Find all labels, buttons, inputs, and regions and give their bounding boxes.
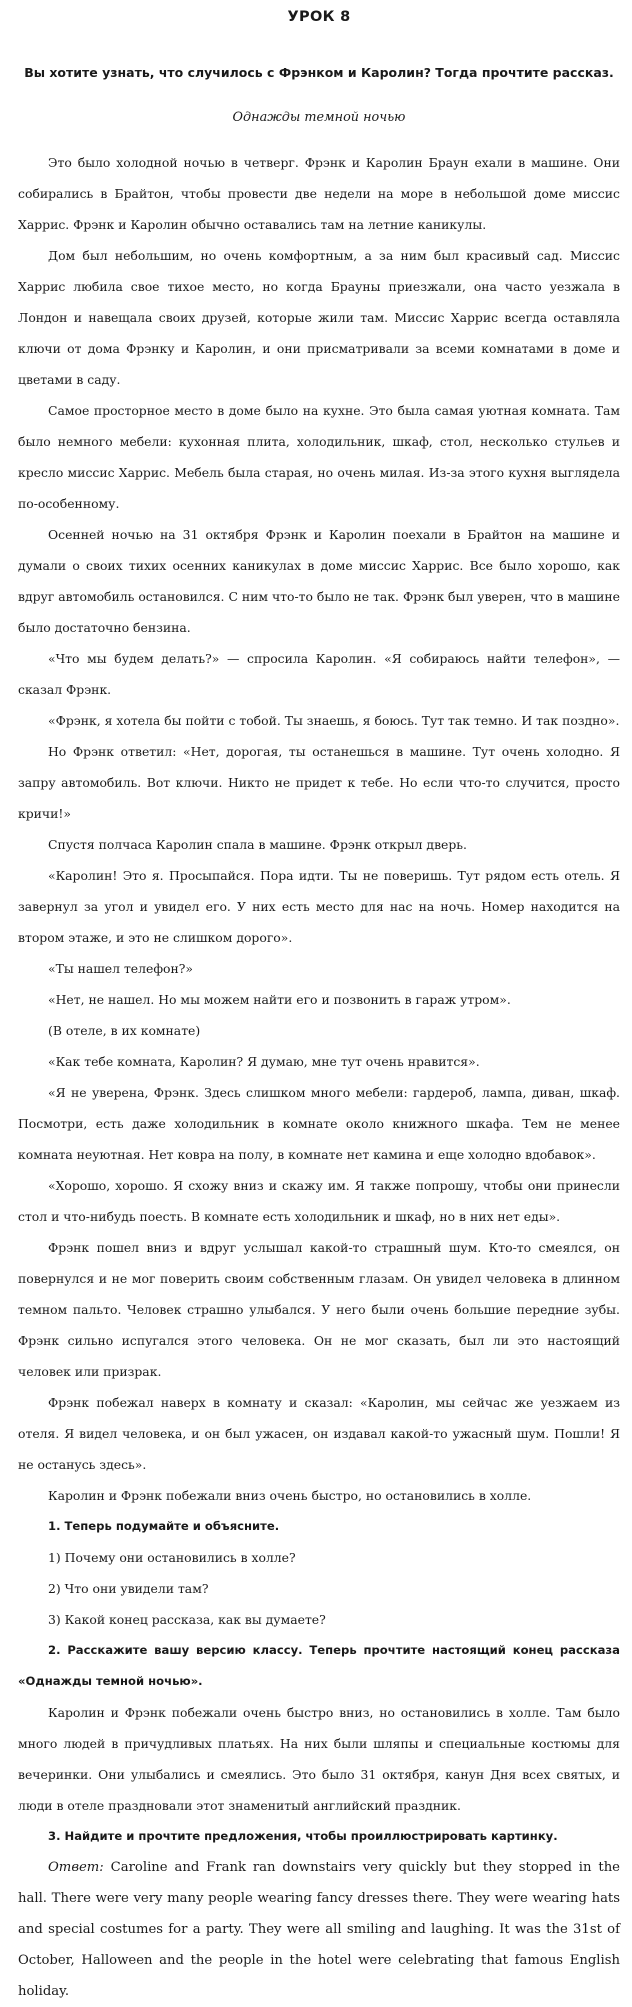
story-paragraph: Фрэнк пошел вниз и вдруг услышал какой-то страшный шум. Кто-то смеялся, он повернулся и не мог поверить своим собственным глазам. Он увидел человека в длинном темном пальто. Человек страшно улыбался. У него были очень большие передние зубы. Фрэнк сильно испугался этого человека. Он не мог сказать, был ли это настоящий человек или призрак. <box>18 1240 620 1379</box>
task-3-answer <box>18 1852 620 2007</box>
task-3 <box>18 1821 620 2007</box>
story-paragraph: Но Фрэнк ответил: «Нет, дорогая, ты останешься в машине. Тут очень холодно. Я запру автомобиль. Вот ключи. Никто не придет к тебе. Но если что-то случится, просто кричи!» <box>18 744 620 821</box>
story-paragraph: «Хорошо, хорошо. Я схожу вниз и скажу им. Я также попрошу, чтобы они принесли стол и что-нибудь поесть. В комнате есть холодильник и шкаф, но в них нет еды». <box>18 1178 620 1224</box>
story-paragraph: «Как тебе комната, Каролин? Я думаю, мне тут очень нравится». <box>48 1054 480 1069</box>
story-paragraph: «Ты нашел телефон?» <box>48 961 193 976</box>
story-title: Однажды темной ночью <box>232 110 406 125</box>
question-item: 1) Почему они остановились в холле? <box>48 1550 296 1565</box>
story-paragraph: «Фрэнк, я хотела бы пойти с тобой. Ты знаешь, я боюсь. Тут так темно. И так поздно». <box>48 713 620 728</box>
story-paragraph: Дом был небольшим, но очень комфортным, а за ним был красивый сад. Миссис Харрис любила свое тихое место, но когда Брауны приезжали, она часто уезжала в Лондон и навещала своих друзей, которые жили там. Миссис Харрис всегда оставляла ключи от дома Фрэнку и Каролин, и они присматривали за всеми комнатами в доме и цветами в саду. <box>18 248 620 387</box>
task-2 <box>18 1635 620 1821</box>
story-paragraph: «Нет, не нашел. Но мы можем найти его и позвонить в гараж утром». <box>48 992 511 1007</box>
story-paragraph: (В отеле, в их комнате) <box>48 1023 201 1038</box>
task-2-paragraph: Каролин и Фрэнк побежали очень быстро вниз, но остановились в холле. Там было много людей в причудливых платьях. На них были шляпы и специальные костюмы для вечеринки. Они улыбались и смеялись. Это было 31 октября, канун Дня всех святых, и люди в отеле праздновали этот знаменитый английский праздник. <box>18 1705 620 1813</box>
answer-text: Caroline and Frank ran downstairs very quickly but they stopped in the hall. There were very many people wearing fancy dresses there. They were wearing hats and special costumes for a party. They were all smiling and laughing. It was the 31st of October, Halloween and the people in the hotel were celebrating that famous English holiday. <box>18 1860 620 1999</box>
story-paragraph: Самое просторное место в доме было на кухне. Это была самая уютная комната. Там было немного мебели: кухонная плита, холодильник, шкаф, стол, несколько стульев и кресло миссис Харрис. Мебель была старая, но очень милая. Из-за этого кухня выглядела по-особенному. <box>18 403 620 511</box>
intro-text: Вы хотите узнать, что случилось с Фрэнком и Каролин? Тогда прочтите рассказ. <box>24 65 614 80</box>
question-item: 3) Какой конец рассказа, как вы думаете? <box>48 1612 326 1627</box>
task-1 <box>18 1511 620 1635</box>
story-paragraph: Фрэнк побежал наверх в комнату и сказал: «Каролин, мы сейчас же уезжаем из отеля. Я видел человека, и он был ужасен, он издавал какой-то ужасный шум. Пошли! Я не останусь здесь». <box>18 1395 620 1472</box>
story-paragraph: Осенней ночью на 31 октября Фрэнк и Каролин поехали в Брайтон на машине и думали о своих тихих осенних каникулах в доме миссис Харрис. Все было хорошо, как вдруг автомобиль остановился. С ним что-то было не так. Фрэнк был уверен, что в машине было достаточно бензина. <box>18 527 620 635</box>
story-paragraph: «Что мы будем делать?» — спросила Каролин. «Я собираюсь найти телефон», — сказал Фрэнк. <box>18 651 620 697</box>
task-3-heading: 3. Найдите и прочтите предложения, чтобы проиллюстрировать картинку. <box>48 1829 558 1843</box>
task-1-heading: 1. Теперь подумайте и объясните. <box>48 1519 280 1533</box>
lesson-title: УРОК 8 <box>287 9 351 25</box>
story-paragraph: «Каролин! Это я. Просыпайся. Пора идти. Ты не поверишь. Тут рядом есть отель. Я завернул за угол и увидел его. У них есть место для нас на ночь. Номер находится на втором этаже, и это не слишком дорого». <box>18 868 620 945</box>
story-paragraph: Это было холодной ночью в четверг. Фрэнк и Каролин Браун ехали в машине. Они собирались в Брайтон, чтобы провести две недели на море в небольшой доме миссис Харрис. Фрэнк и Каролин обычно оставались там на летние каникулы. <box>18 155 620 232</box>
task-2-heading: 2. Расскажите вашу версию классу. Теперь прочтите настоящий конец рассказа «Однажды темной ночью». <box>18 1643 620 1688</box>
story-paragraph: Спустя полчаса Каролин спала в машине. Фрэнк открыл дверь. <box>48 837 467 852</box>
story-paragraph: «Я не уверена, Фрэнк. Здесь слишком много мебели: гардероб, лампа, диван, шкаф. Посмотри, есть даже холодильник в комнате около книжного шкафа. Тем не менее комната неуютная. Нет ковра на полу, в комнате нет камина и еще холодно вдобавок». <box>18 1085 620 1162</box>
question-item: 2) Что они увидели там? <box>48 1581 209 1596</box>
answer-label: Ответ: <box>48 1860 104 1875</box>
story-body <box>18 147 620 1511</box>
story-paragraph: Каролин и Фрэнк побежали вниз очень быстро, но остановились в холле. <box>48 1488 532 1503</box>
